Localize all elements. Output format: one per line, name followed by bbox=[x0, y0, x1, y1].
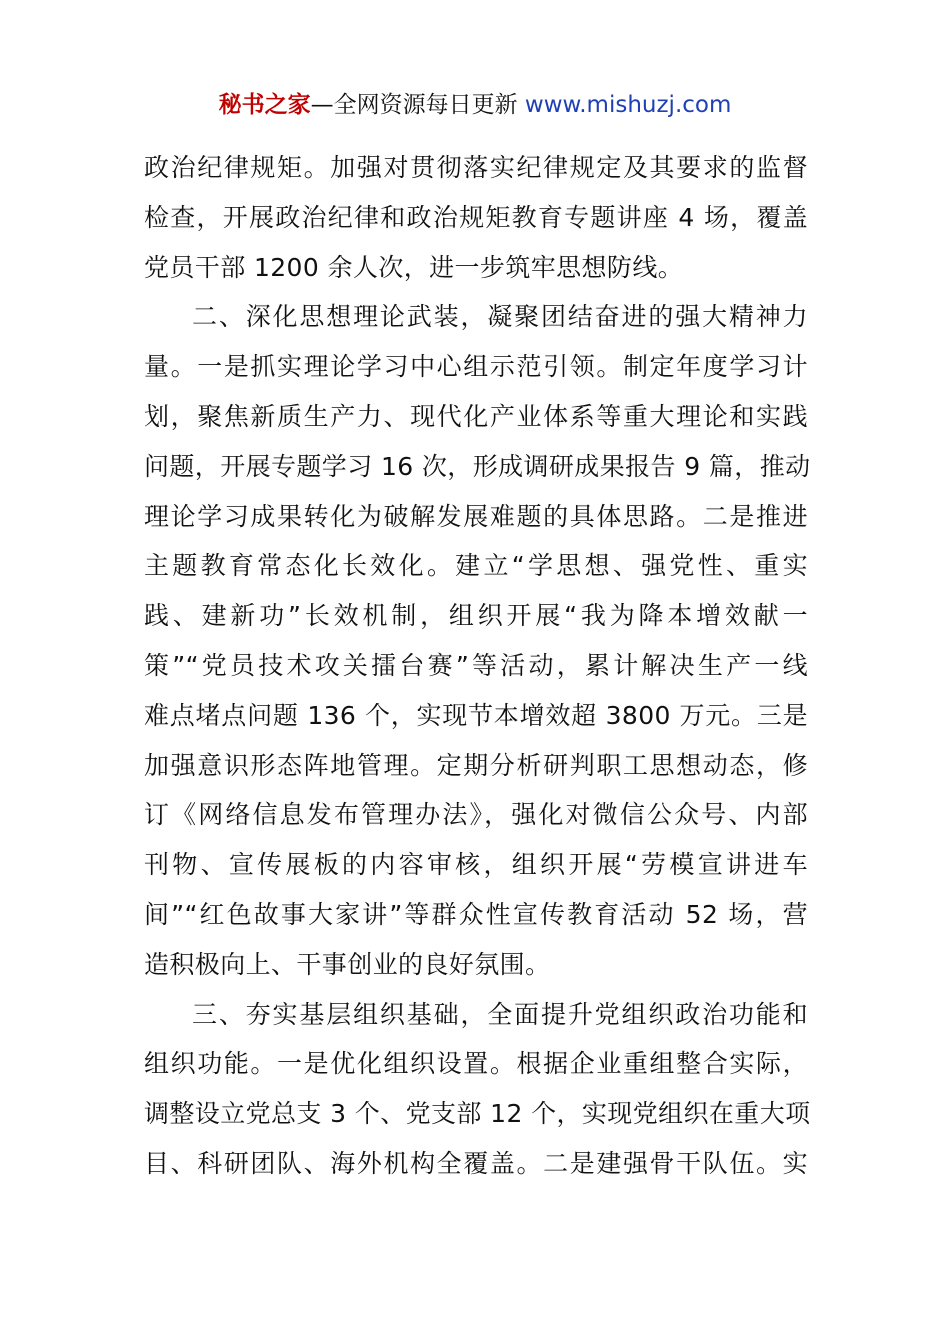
header-brand: 秘书之家 bbox=[218, 92, 311, 118]
body-text-line: 党员干部 1200 余人次，进一步筑牢思想防线。 bbox=[144, 252, 684, 282]
body-text-line: 难点堵点问题 136 个，实现节本增效超 3800 万元。三是 bbox=[144, 700, 808, 730]
body-text-line: 量。一是抓实理论学习中心组示范引领。制定年度学习计 bbox=[144, 352, 808, 382]
body-text-line: 三、夯实基层组织基础，全面提升党组织政治功能和 bbox=[192, 999, 808, 1029]
body-text-line: 加强意识形态阵地管理。定期分析研判职工思想动态，修 bbox=[144, 750, 808, 780]
body-text-line: 策”“党员技术攻关擂台赛”等活动，累计解决生产一线 bbox=[144, 650, 808, 680]
body-text-line: 刊物、宣传展板的内容审核，组织开展“劳模宣讲进车 bbox=[144, 850, 808, 880]
header-tagline: —全网资源每日更新 bbox=[310, 92, 525, 118]
body-text-line: 检查，开展政治纪律和政治规矩教育专题讲座 4 场，覆盖 bbox=[144, 202, 808, 232]
body-text-line: 政治纪律规矩。加强对贯彻落实纪律规定及其要求的监督 bbox=[144, 153, 808, 182]
header-site-link[interactable]: www.mishuzj.com bbox=[524, 92, 732, 118]
body-text-line: 践、建新功”长效机制，组织开展“我为降本增效献一 bbox=[144, 601, 808, 631]
body-text-line: 二、深化思想理论武装，凝聚团结奋进的强大精神力 bbox=[192, 302, 808, 332]
body-text-line: 造积极向上、干事创业的良好氛围。 bbox=[144, 949, 551, 979]
body-text-line: 调整设立党总支 3 个、党支部 12 个，实现党组织在重大项 bbox=[144, 1099, 811, 1129]
body-text-line: 订《网络信息发布管理办法》，强化对微信公众号、内部 bbox=[144, 800, 808, 830]
body-text-line: 间”“红色故事大家讲”等群众性宣传教育活动 52 场，营 bbox=[144, 899, 808, 929]
body-text-line: 问题，开展专题学习 16 次，形成调研成果报告 9 篇，推动 bbox=[144, 451, 811, 481]
body-text-line: 划，聚焦新质生产力、现代化产业体系等重大理论和实践 bbox=[144, 401, 808, 431]
body-text-line: 组织功能。一是优化组织设置。根据企业重组整合实际， bbox=[144, 1049, 808, 1079]
body-text-line: 理论学习成果转化为破解发展难题的具体思路。二是推进 bbox=[144, 501, 808, 531]
page-header bbox=[0, 88, 950, 122]
document-body bbox=[144, 143, 811, 1189]
body-text-line: 主题教育常态化长效化。建立“学思想、强党性、重实 bbox=[144, 551, 808, 581]
body-text-line: 目、科研团队、海外机构全覆盖。二是建强骨干队伍。实 bbox=[144, 1148, 808, 1178]
